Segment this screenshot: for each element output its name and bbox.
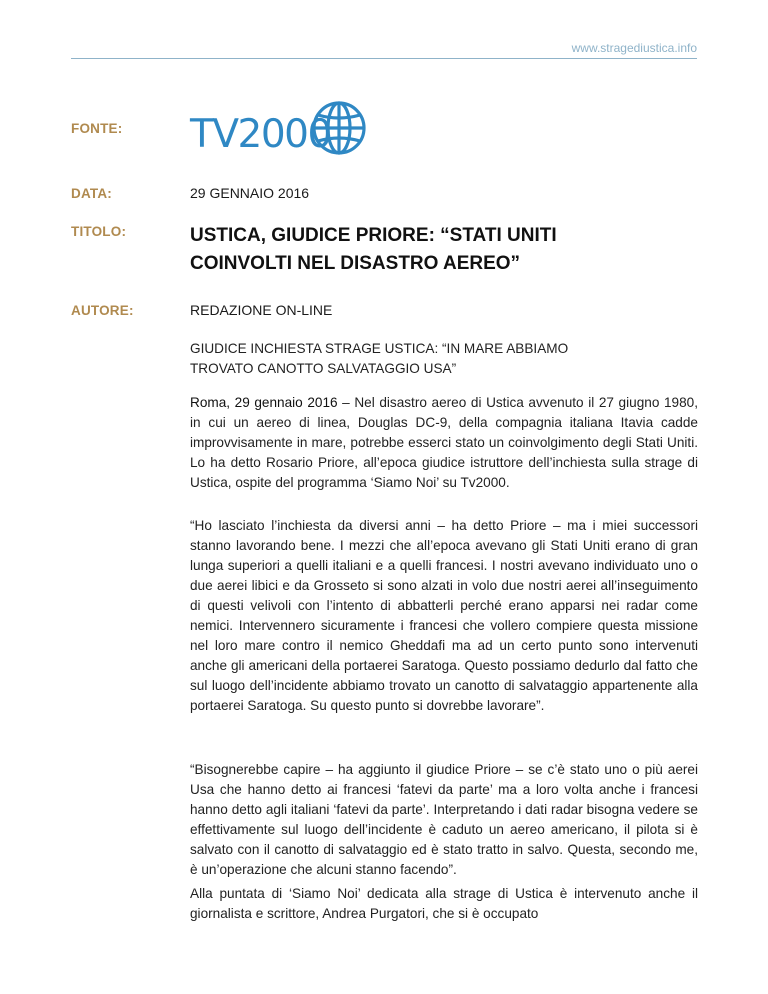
titolo-label: TITOLO: [71,224,127,239]
article-paragraph-1 [190,393,698,493]
data-label: DATA: [71,186,112,201]
autore-value: REDAZIONE ON-LINE [190,302,333,318]
source-url[interactable]: www.stragediustica.info [571,41,697,55]
header-divider [71,58,697,59]
article-paragraph-3: “Bisognerebbe capire – ha aggiunto il giudice Priore – se c’è stato uno o più aerei Usa che hanno detto ai francesi ‘fatevi da parte’ ma a loro volta anche i francesi hanno detto agli italiani ‘fatevi da parte’. Interpretando i dati radar bisogna vedere se effettivamente sul luogo dell’incidente è caduto un aereo americano, il pilota si è salvato con il canotto di salvataggio ed è stato tratto in salvo. Questa, secondo me, è un’operazione che alcuni stanno facendo”. [190,762,698,877]
tv2000-logo [190,98,390,158]
article-paragraph-4: Alla puntata di ‘Siamo Noi’ dedicata alla strage di Ustica è intervenuto anche il giornalista e scrittore, Andrea Purgatori, che si è occupato [190,886,698,921]
article-title: USTICA, GIUDICE PRIORE: “STATI UNITI COINVOLTI NEL DISASTRO AEREO” [190,225,557,274]
logo-wordmark: TV2000 [190,112,331,157]
article-lead: Roma, 29 gennaio 2016 [190,395,338,410]
autore-label: AUTORE: [71,303,134,318]
globe-icon [309,98,369,158]
fonte-label: FONTE: [71,121,123,136]
paragraph-1-text: – Nel disastro aereo di Ustica avvenuto il 27 giugno 1980, in cui un aereo di linea, Douglas DC-9, della compagnia italiana Itavia cadde improvvisamente in mare, potrebbe esserci stato un coinvolgimento degli Stati Uniti. Lo ha detto Rosario Priore, all’epoca giudice istruttore dell’inchiesta sulla strage di Ustica, ospite del programma ‘Siamo Noi’ su Tv2000. [190,395,698,490]
article-subtitle: GIUDICE INCHIESTA STRAGE USTICA: “IN MARE ABBIAMO TROVATO CANOTTO SALVATAGGIO USA” [190,341,569,376]
data-value: 29 GENNAIO 2016 [190,185,310,201]
article-paragraph-2: “Ho lasciato l’inchiesta da diversi anni – ha detto Priore – ma i miei successori stanno lavorando bene. I mezzi che all’epoca avevano gli Stati Uniti erano di gran lunga superiori a quelli italiani e a quelli francesi. I nostri avevano individuato uno o due aerei libici e da Grosseto si sono alzati in volo due nostri aerei all’inseguimento di questi velivoli con l’intento di abbatterli perché erano apparsi nei radar come nemici. Intervennero sicuramente i francesi che vollero compiere questa missione nel loro mare contro il nemico Gheddafi ma ad un certo punto sono intervenuti anche gli americani della portaerei Saratoga. Questo possiamo dedurlo dal fatto che sul luogo dell’incidente abbiamo trovato un canotto di salvataggio appartenente alla portaerei Saratoga. Su questo punto si dovrebbe lavorare”. [190,518,698,713]
